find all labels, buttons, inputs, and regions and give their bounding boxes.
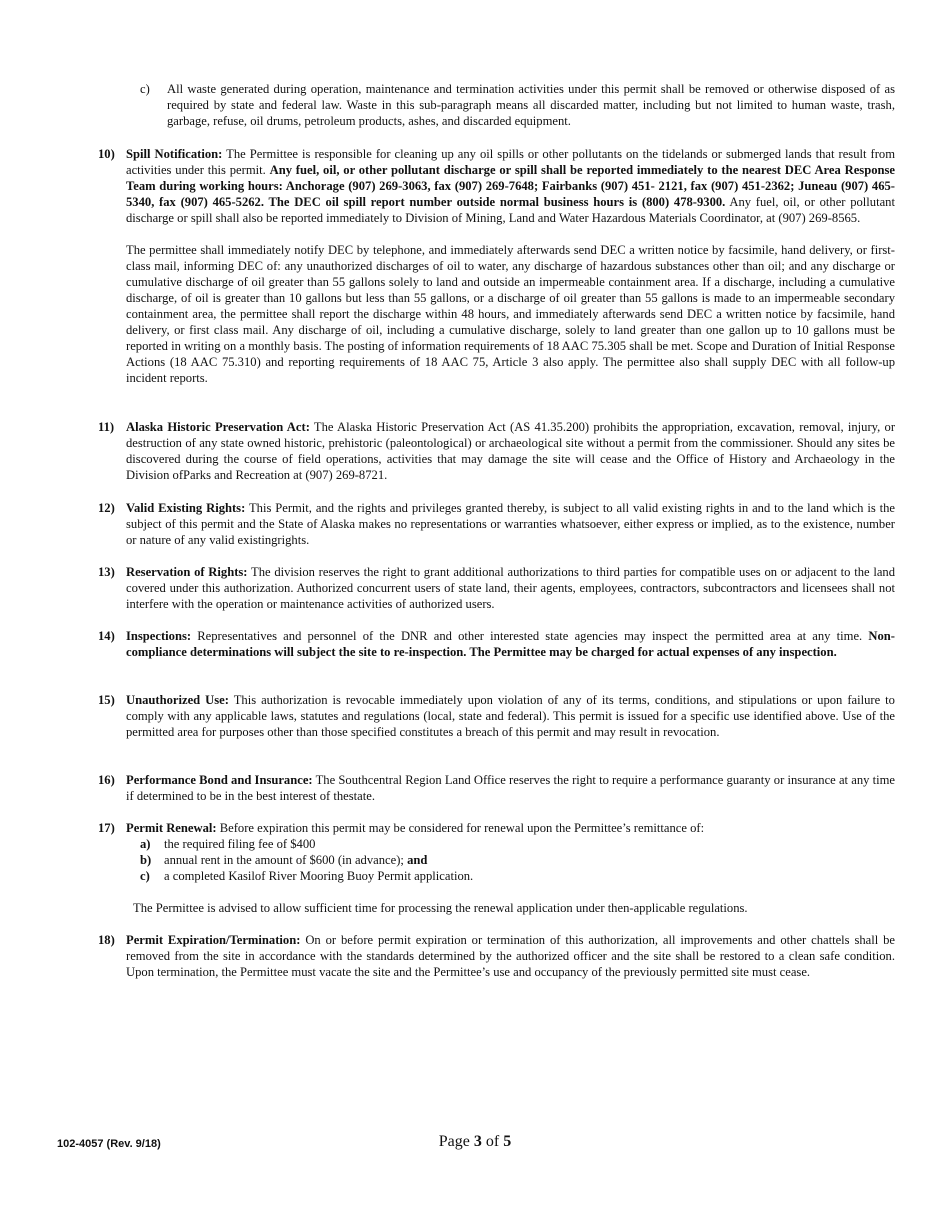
section-text: This Permit, and the rights and privileges granted thereby, is subject to all valid existing rights in and to the land which is the subject of this permit and the State of Alaska makes no representations or warranties whatsoever, either express or implied, as to the existence, number or nature of any valid existingrights. xyxy=(126,501,895,547)
section-number: 12) xyxy=(98,501,115,515)
section-number: 17) xyxy=(98,821,115,835)
section-reservation-of-rights xyxy=(98,564,895,612)
section-heading: Valid Existing Rights: xyxy=(126,501,246,515)
item-label: b) xyxy=(140,853,152,867)
item-text: a completed Kasilof River Mooring Buoy Permit application. xyxy=(164,869,474,883)
section-text: On or before permit expiration or termination of this authorization, all improvements and other chattels shall be removed from the site in accordance with the standards determined by the authorized officer and the site shall be restored to a clean safe condition. Upon termination, the Permittee must vacate the site and the Permittee’s use and occupancy of the previously permitted site must cease. xyxy=(126,933,896,979)
section-number: 10) xyxy=(98,147,115,161)
section-text: The Alaska Historic Preservation Act (AS 41.35.200) prohibits the appropriation, excavation, removal, injury, or destruction of any state owned historic, prehistoric (paleontological) or archaeological site without a permit from the commissioner. Should any sites be discovered during the course of field operations, activities that may damage the site will cease and the Office of History and Archaeology in the Division ofParks and Recreation at (907) 269-8721. xyxy=(126,420,896,482)
section-emphasis: Any fuel, oil, or other pollutant discharge or spill shall be reported immediately to the nearest DEC Area Response Team during working hours: Anchorage (907) 269-3063, fax (907) 269-7648; Fairbanks (907) 451- 2121, fax (907) 451-2362; Juneau (907) 465-5340, fax (907) 465-5262. The DEC oil spill report number outside normal business hours is (800) 478-9300. xyxy=(126,163,895,209)
page-prefix: Page xyxy=(438,1133,470,1150)
section-heading: Spill Notification: xyxy=(126,147,223,161)
item-emphasis: and xyxy=(407,853,428,867)
item-label: c) xyxy=(140,82,150,96)
section-heading: Permit Renewal: xyxy=(126,821,217,835)
section-inspections xyxy=(98,628,895,660)
section-number: 13) xyxy=(98,565,115,579)
renewal-note: The Permittee is advised to allow sufficient time for processing the renewal application under then-applicable regulations. xyxy=(133,901,748,915)
section-valid-existing-rights xyxy=(98,500,895,548)
list-item-c xyxy=(140,81,895,129)
section-number: 14) xyxy=(98,629,115,643)
page-number xyxy=(0,1132,950,1152)
section-number: 11) xyxy=(98,420,115,434)
section-paragraph: The permittee shall immediately notify DEC by telephone, and immediately afterwards send DEC a written notice by facsimile, hand delivery, or first-class mail, informing DEC of: any unauthorized discharges of oil to water, any discharge of hazardous substances other than oil; and any discharge or cumulative discharge of oil greater than 55 gallons solely to land and outside an impermeable containment area. If a discharge, including a cumulative discharge, of oil is greater than 10 gallons but less than 55 gallons, or a discharge of oil greater than 55 gallons is made to an impermeable secondary containment area, the permittee shall report the discharge within 48 hours, and immediately afterwards send DEC a written notice by facsimile, hand delivery, or first class mail. Any discharge of oil, including a cumulative discharge, solely to land greater than one gallon up to 10 gallons must be reported in writing on a monthly basis. The posting of information requirements of 18 AAC 75.305 shall be met. Scope and Duration of Initial Response Actions (18 AAC 75.310) and reporting requirements of 18 AAC 75, Article 3 also apply. The permittee also shall supply DEC with all follow-up incident reports. xyxy=(126,243,895,385)
section-number: 18) xyxy=(98,933,115,947)
section-permit-renewal xyxy=(98,820,895,884)
form-number: 102-4057 (Rev. 9/18) xyxy=(57,1138,161,1150)
section-spill-notification xyxy=(98,146,895,386)
section-text: This authorization is revocable immediately upon violation of any of its terms, conditions, and stipulations or upon failure to comply with any applicable laws, statutes and regulations (local, state and federal). This permit is issued for a specific use identified above. Use of the permitted area for purposes other than those specified constitutes a breach of this permit and may result in revocation. xyxy=(126,693,895,739)
section-heading: Permit Expiration/Termination: xyxy=(126,933,301,947)
page-of: of xyxy=(485,1133,500,1150)
section-text: Before expiration this permit may be considered for renewal upon the Permittee’s remittance of: xyxy=(219,821,705,835)
section-heading: Unauthorized Use: xyxy=(126,693,229,707)
list-item-a xyxy=(140,836,895,852)
section-performance-bond xyxy=(98,772,895,804)
section-heading: Inspections: xyxy=(126,629,192,643)
item-label: a) xyxy=(140,837,151,851)
item-text: the required filing fee of $400 xyxy=(164,837,316,851)
item-label: c) xyxy=(140,869,150,883)
section-heading: Alaska Historic Preservation Act: xyxy=(126,420,310,434)
page-total: 5 xyxy=(503,1133,512,1150)
section-number: 15) xyxy=(98,693,115,707)
section-text: The Southcentral Region Land Office reserves the right to require a performance guaranty or insurance at any time if determined to be in the best interest of thestate. xyxy=(126,773,896,803)
item-text: All waste generated during operation, maintenance and termination activities under this permit shall be removed or otherwise disposed of as required by state and federal law. Waste in this sub-paragraph means all discarded matter, including but not limited to human waste, trash, garbage, refuse, oil drums, petroleum products, ashes, and discarded equipment. xyxy=(167,82,895,128)
section-text: The Permittee is responsible for cleaning up any oil spills or other pollutants on the tidelands or submerged lands that result from activities under this permit. xyxy=(126,147,895,177)
page-current: 3 xyxy=(473,1133,482,1150)
section-text: Representatives and personnel of the DNR and other interested state agencies may inspect the permitted area at any time. xyxy=(197,629,863,643)
item-text: annual rent in the amount of $600 (in advance); xyxy=(164,853,404,867)
list-item-b xyxy=(140,852,895,868)
section-unauthorized-use xyxy=(98,692,895,740)
list-item-c xyxy=(140,868,895,884)
section-text-continued: Any fuel, oil, or other pollutant discharge or spill shall also be reported immediately to Division of Mining, Land and Water Hazardous Materials Coordinator, at (907) 269-8565. xyxy=(126,195,895,225)
section-text: The division reserves the right to grant additional authorizations to third parties for compatible uses on or adjacent to the land covered under this authorization. Authorized concurrent users of state land, their agents, employees, contractors, subcontractors and licensees shall not interfere with the operation or maintenance activities of authorized users. xyxy=(126,565,896,611)
section-heading: Reservation of Rights: xyxy=(126,565,248,579)
section-heading: Performance Bond and Insurance: xyxy=(126,773,313,787)
section-historic-preservation xyxy=(98,419,895,483)
section-permit-expiration xyxy=(98,932,895,980)
section-number: 16) xyxy=(98,773,115,787)
section-emphasis: Non-compliance determinations will subject the site to re-inspection. The Permittee may be charged for actual expenses of any inspection. xyxy=(126,629,895,659)
